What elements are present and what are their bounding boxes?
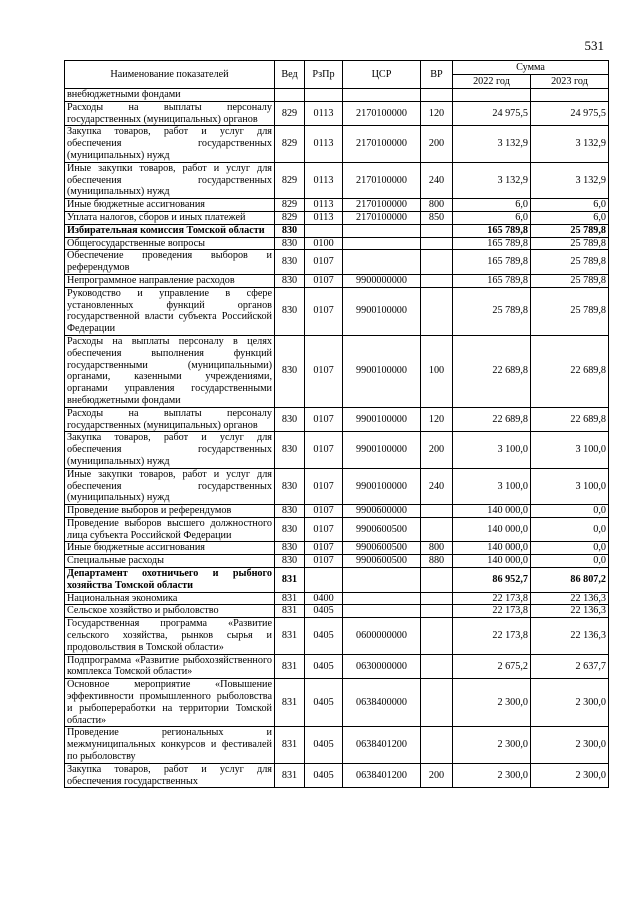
cell-ved: 830: [275, 407, 305, 432]
cell-vr: 880: [421, 555, 453, 568]
table-row: [65, 592, 609, 605]
cell-name: Сельское хозяйство и рыболовство: [65, 605, 275, 618]
cell-name: Закупка товаров, работ и услуг для обеспечения государственных: [65, 763, 275, 788]
cell-s1: 3 100,0: [453, 468, 531, 504]
cell-ved: 829: [275, 101, 305, 126]
cell-vr: 120: [421, 407, 453, 432]
cell-name: Расходы на выплаты персоналу государственных (муниципальных) органов: [65, 101, 275, 126]
cell-s2: 2 300,0: [531, 679, 609, 727]
cell-name: Иные закупки товаров, работ и услуг для обеспечения государственных (муниципальных) нужд: [65, 162, 275, 198]
cell-name: Проведение выборов и референдумов: [65, 505, 275, 518]
cell-s2: 22 136,3: [531, 592, 609, 605]
cell-s1: 22 173,8: [453, 618, 531, 654]
cell-ved: 831: [275, 568, 305, 593]
table-row: [65, 542, 609, 555]
cell-ved: 831: [275, 592, 305, 605]
cell-s1: 140 000,0: [453, 542, 531, 555]
cell-vr: [421, 250, 453, 275]
cell-s1: 165 789,8: [453, 250, 531, 275]
cell-s1: 22 689,8: [453, 407, 531, 432]
cell-rzpr: 0107: [305, 517, 343, 542]
cell-rzpr: 0107: [305, 542, 343, 555]
cell-csr: 0638401200: [343, 763, 421, 788]
cell-ved: 830: [275, 335, 305, 407]
cell-s2: 25 789,8: [531, 287, 609, 335]
cell-name: Проведение региональных и межмуниципальных конкурсов и фестивалей по рыболовству: [65, 727, 275, 763]
cell-s1: 140 000,0: [453, 517, 531, 542]
header-year-2022: 2022 год: [453, 75, 531, 89]
cell-csr: 2170100000: [343, 126, 421, 162]
cell-csr: 9900100000: [343, 287, 421, 335]
table-row: [65, 89, 609, 102]
cell-vr: 200: [421, 763, 453, 788]
cell-rzpr: 0405: [305, 679, 343, 727]
cell-name: Руководство и управление в сфере установленных функций органов государственной власти субъекта Российской Федерации: [65, 287, 275, 335]
cell-name: Специальные расходы: [65, 555, 275, 568]
cell-vr: [421, 679, 453, 727]
cell-rzpr: 0107: [305, 250, 343, 275]
cell-s2: 6,0: [531, 211, 609, 224]
cell-name: Подпрограмма «Развитие рыбохозяйственного комплекса Томской области»: [65, 654, 275, 679]
cell-vr: [421, 517, 453, 542]
cell-s1: 6,0: [453, 199, 531, 212]
cell-vr: [421, 618, 453, 654]
table-row: [65, 237, 609, 250]
cell-csr: 9900100000: [343, 407, 421, 432]
cell-rzpr: 0405: [305, 605, 343, 618]
cell-csr: 2170100000: [343, 199, 421, 212]
cell-ved: 830: [275, 555, 305, 568]
cell-csr: 9900100000: [343, 468, 421, 504]
cell-csr: 9900600500: [343, 542, 421, 555]
cell-rzpr: 0405: [305, 727, 343, 763]
cell-ved: 829: [275, 162, 305, 198]
cell-csr: 9900100000: [343, 432, 421, 468]
header-vr: ВР: [421, 61, 453, 89]
table-row: [65, 618, 609, 654]
cell-vr: 100: [421, 335, 453, 407]
cell-ved: 830: [275, 287, 305, 335]
header-sum: Сумма: [453, 61, 609, 75]
cell-name: Проведение выборов высшего должностного лица субъекта Российской Федерации: [65, 517, 275, 542]
table-row: [65, 468, 609, 504]
cell-csr: [343, 237, 421, 250]
cell-csr: 0638400000: [343, 679, 421, 727]
cell-ved: 829: [275, 199, 305, 212]
budget-table: [64, 60, 609, 788]
cell-vr: [421, 274, 453, 287]
table-row: [65, 211, 609, 224]
table-row: [65, 101, 609, 126]
header-csr: ЦСР: [343, 61, 421, 89]
cell-s1: 2 300,0: [453, 727, 531, 763]
table-row: [65, 407, 609, 432]
cell-csr: 9900600500: [343, 555, 421, 568]
cell-s1: 3 132,9: [453, 126, 531, 162]
cell-s2: [531, 89, 609, 102]
cell-name: Национальная экономика: [65, 592, 275, 605]
table-body: [65, 89, 609, 788]
cell-name: Иные бюджетные ассигнования: [65, 542, 275, 555]
cell-vr: [421, 287, 453, 335]
page-number: 531: [584, 38, 604, 53]
cell-s1: 86 952,7: [453, 568, 531, 593]
cell-csr: [343, 605, 421, 618]
cell-name: Избирательная комиссия Томской области: [65, 224, 275, 237]
cell-s1: 25 789,8: [453, 287, 531, 335]
cell-s2: 86 807,2: [531, 568, 609, 593]
cell-vr: [421, 224, 453, 237]
cell-s1: 22 689,8: [453, 335, 531, 407]
cell-name: внебюджетными фондами: [65, 89, 275, 102]
cell-vr: [421, 727, 453, 763]
table-row: [65, 679, 609, 727]
cell-rzpr: 0113: [305, 126, 343, 162]
table-row: [65, 287, 609, 335]
cell-s1: 2 675,2: [453, 654, 531, 679]
table-row: [65, 126, 609, 162]
cell-s1: 140 000,0: [453, 555, 531, 568]
cell-vr: 120: [421, 101, 453, 126]
cell-s1: 22 173,8: [453, 592, 531, 605]
cell-csr: 0638401200: [343, 727, 421, 763]
header-year-2023: 2023 год: [531, 75, 609, 89]
cell-s2: 3 132,9: [531, 126, 609, 162]
cell-s2: 0,0: [531, 517, 609, 542]
table-row: [65, 727, 609, 763]
cell-vr: [421, 568, 453, 593]
table-row: [65, 555, 609, 568]
cell-s2: 3 132,9: [531, 162, 609, 198]
cell-csr: 2170100000: [343, 211, 421, 224]
cell-name: Закупка товаров, работ и услуг для обеспечения государственных (муниципальных) нужд: [65, 126, 275, 162]
cell-vr: 850: [421, 211, 453, 224]
table-row: [65, 335, 609, 407]
cell-ved: 830: [275, 517, 305, 542]
table-row: [65, 605, 609, 618]
cell-s2: 3 100,0: [531, 432, 609, 468]
cell-name: Непрограммное направление расходов: [65, 274, 275, 287]
cell-csr: 2170100000: [343, 162, 421, 198]
cell-ved: 831: [275, 618, 305, 654]
cell-s1: 3 100,0: [453, 432, 531, 468]
cell-ved: 831: [275, 727, 305, 763]
cell-name: Государственная программа «Развитие сельского хозяйства, рынков сырья и продовольствия в Томской области»: [65, 618, 275, 654]
cell-csr: 0630000000: [343, 654, 421, 679]
header-name: Наименование показателей: [65, 61, 275, 89]
cell-rzpr: 0107: [305, 505, 343, 518]
cell-rzpr: 0405: [305, 654, 343, 679]
cell-s2: 0,0: [531, 542, 609, 555]
cell-s1: 2 300,0: [453, 679, 531, 727]
cell-ved: 831: [275, 679, 305, 727]
table-row: [65, 505, 609, 518]
cell-name: Обеспечение проведения выборов и референдумов: [65, 250, 275, 275]
cell-csr: [343, 224, 421, 237]
table-row: [65, 224, 609, 237]
cell-vr: 240: [421, 468, 453, 504]
cell-name: Общегосударственные вопросы: [65, 237, 275, 250]
cell-vr: [421, 89, 453, 102]
cell-s2: 0,0: [531, 555, 609, 568]
cell-csr: 9900600000: [343, 505, 421, 518]
table-row: [65, 432, 609, 468]
table-row: [65, 250, 609, 275]
cell-ved: 830: [275, 250, 305, 275]
cell-name: Закупка товаров, работ и услуг для обеспечения государственных (муниципальных) нужд: [65, 432, 275, 468]
table-row: [65, 654, 609, 679]
cell-name: Уплата налогов, сборов и иных платежей: [65, 211, 275, 224]
cell-csr: 9900000000: [343, 274, 421, 287]
cell-ved: [275, 89, 305, 102]
cell-csr: [343, 250, 421, 275]
cell-rzpr: 0107: [305, 468, 343, 504]
cell-s2: 22 689,8: [531, 335, 609, 407]
cell-rzpr: 0113: [305, 199, 343, 212]
table-row: [65, 162, 609, 198]
cell-s1: 140 000,0: [453, 505, 531, 518]
cell-csr: [343, 89, 421, 102]
cell-name: Иные бюджетные ассигнования: [65, 199, 275, 212]
cell-s2: 25 789,8: [531, 274, 609, 287]
cell-rzpr: 0107: [305, 287, 343, 335]
header-ved: Вед: [275, 61, 305, 89]
cell-ved: 830: [275, 237, 305, 250]
cell-vr: 800: [421, 199, 453, 212]
cell-s1: 165 789,8: [453, 224, 531, 237]
cell-s2: 22 136,3: [531, 605, 609, 618]
cell-s1: 22 173,8: [453, 605, 531, 618]
cell-rzpr: 0107: [305, 432, 343, 468]
cell-s1: 2 300,0: [453, 763, 531, 788]
cell-csr: 9900100000: [343, 335, 421, 407]
cell-rzpr: [305, 89, 343, 102]
cell-rzpr: 0113: [305, 162, 343, 198]
cell-rzpr: 0107: [305, 335, 343, 407]
cell-ved: 830: [275, 224, 305, 237]
cell-ved: 831: [275, 605, 305, 618]
cell-vr: 200: [421, 432, 453, 468]
cell-s1: 6,0: [453, 211, 531, 224]
cell-s2: 24 975,5: [531, 101, 609, 126]
cell-ved: 829: [275, 211, 305, 224]
cell-s1: 24 975,5: [453, 101, 531, 126]
cell-rzpr: 0100: [305, 237, 343, 250]
cell-rzpr: 0405: [305, 763, 343, 788]
cell-rzpr: 0400: [305, 592, 343, 605]
cell-ved: 830: [275, 542, 305, 555]
cell-rzpr: [305, 224, 343, 237]
table-row: [65, 274, 609, 287]
cell-rzpr: 0107: [305, 274, 343, 287]
cell-rzpr: [305, 568, 343, 593]
cell-name: Департамент охотничьего и рыбного хозяйства Томской области: [65, 568, 275, 593]
cell-rzpr: 0107: [305, 407, 343, 432]
cell-s2: 25 789,8: [531, 237, 609, 250]
cell-vr: [421, 505, 453, 518]
cell-s2: 6,0: [531, 199, 609, 212]
cell-s1: 165 789,8: [453, 274, 531, 287]
cell-csr: 2170100000: [343, 101, 421, 126]
cell-name: Иные закупки товаров, работ и услуг для обеспечения государственных (муниципальных) нужд: [65, 468, 275, 504]
header-rzpr: РзПр: [305, 61, 343, 89]
cell-s2: 2 300,0: [531, 763, 609, 788]
cell-s1: 165 789,8: [453, 237, 531, 250]
cell-csr: [343, 592, 421, 605]
cell-s2: 22 689,8: [531, 407, 609, 432]
cell-name: Расходы на выплаты персоналу государственных (муниципальных) органов: [65, 407, 275, 432]
table-row: [65, 568, 609, 593]
table-row: [65, 763, 609, 788]
cell-ved: 831: [275, 763, 305, 788]
cell-csr: 9900600500: [343, 517, 421, 542]
cell-s2: 25 789,8: [531, 224, 609, 237]
cell-s2: 2 637,7: [531, 654, 609, 679]
cell-vr: [421, 592, 453, 605]
table-row: [65, 199, 609, 212]
cell-rzpr: 0107: [305, 555, 343, 568]
cell-csr: 0600000000: [343, 618, 421, 654]
cell-ved: 829: [275, 126, 305, 162]
cell-ved: 830: [275, 468, 305, 504]
cell-ved: 831: [275, 654, 305, 679]
cell-rzpr: 0405: [305, 618, 343, 654]
cell-s2: 3 100,0: [531, 468, 609, 504]
cell-vr: [421, 654, 453, 679]
cell-s1: 3 132,9: [453, 162, 531, 198]
cell-vr: [421, 605, 453, 618]
cell-s2: 25 789,8: [531, 250, 609, 275]
cell-s2: 2 300,0: [531, 727, 609, 763]
cell-vr: 240: [421, 162, 453, 198]
cell-ved: 830: [275, 432, 305, 468]
cell-name: Расходы на выплаты персоналу в целях обеспечения выполнения функций государственными (муниципальными) органами, казенными учреждениями, органами управления государственными внебюджетными фондами: [65, 335, 275, 407]
cell-s1: [453, 89, 531, 102]
cell-vr: 800: [421, 542, 453, 555]
cell-name: Основное мероприятие «Повышение эффективности промышленного рыболовства и рыбопереработки на территории Томской области»: [65, 679, 275, 727]
cell-s2: 0,0: [531, 505, 609, 518]
cell-vr: 200: [421, 126, 453, 162]
table-row: [65, 517, 609, 542]
cell-rzpr: 0113: [305, 211, 343, 224]
cell-ved: 830: [275, 274, 305, 287]
cell-csr: [343, 568, 421, 593]
cell-vr: [421, 237, 453, 250]
cell-s2: 22 136,3: [531, 618, 609, 654]
cell-ved: 830: [275, 505, 305, 518]
cell-rzpr: 0113: [305, 101, 343, 126]
